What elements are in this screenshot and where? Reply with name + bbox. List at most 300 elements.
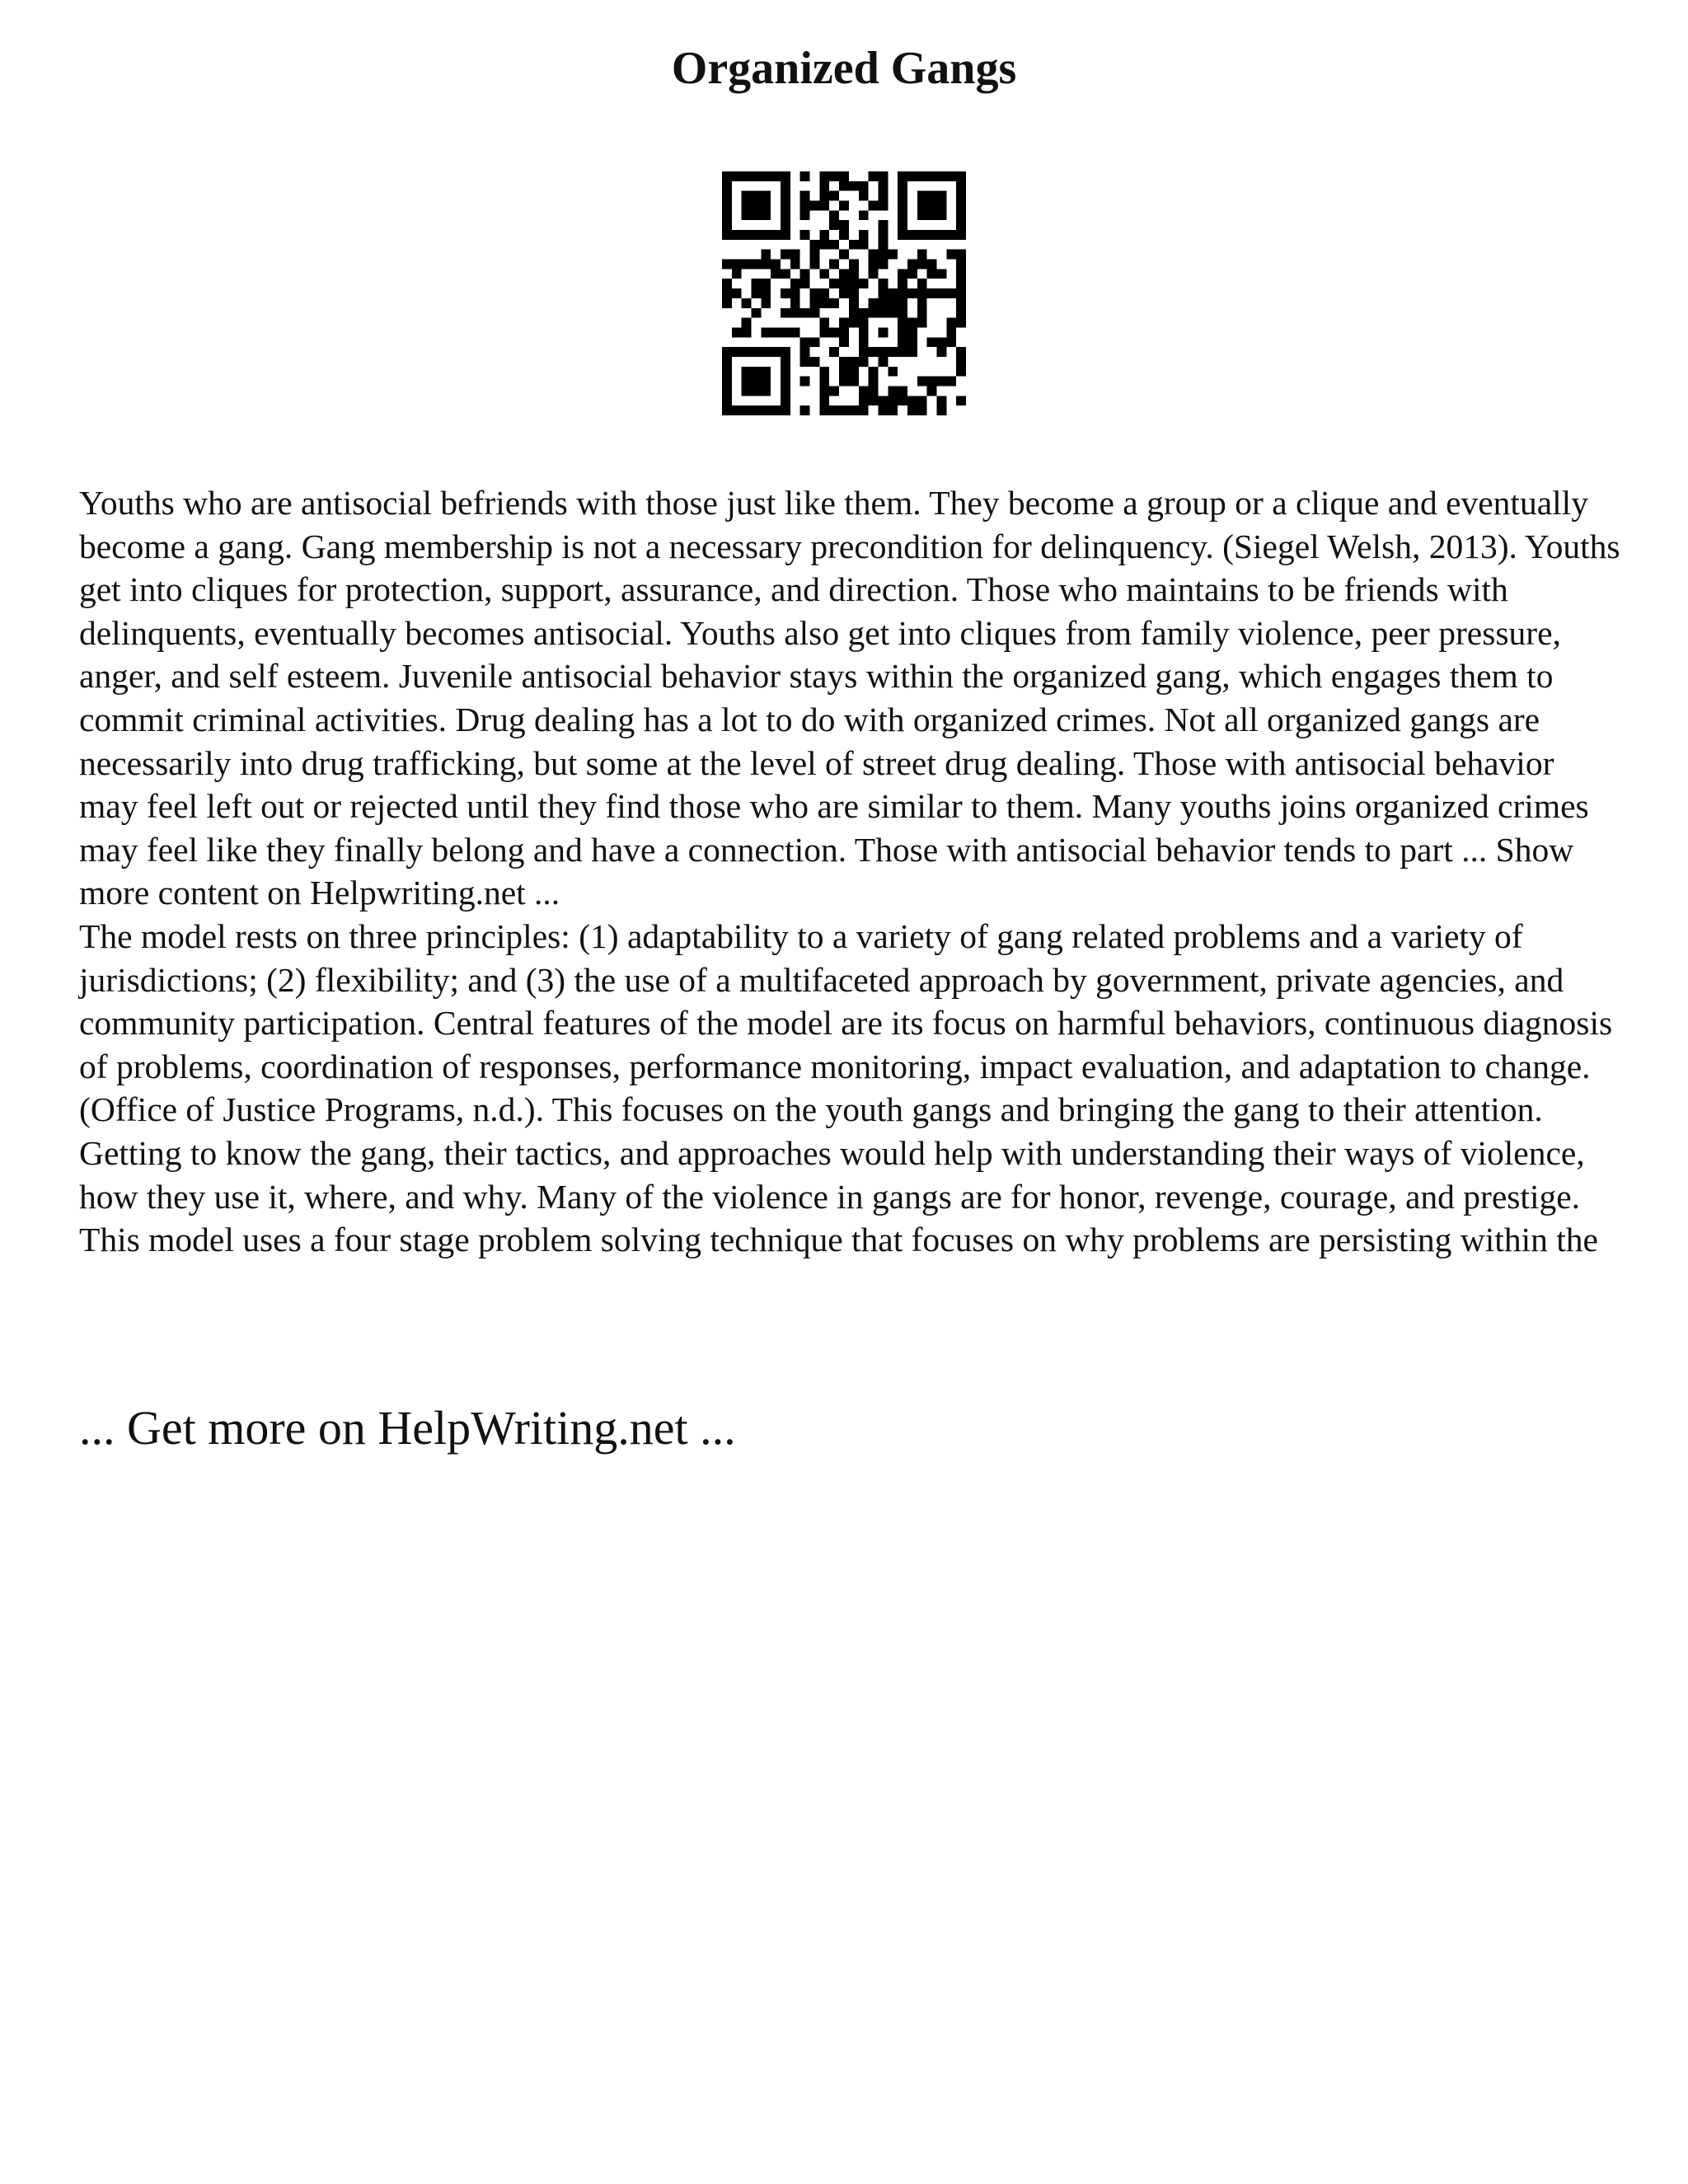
qr-module (742, 201, 752, 211)
qr-module (927, 230, 937, 240)
qr-module (761, 191, 771, 201)
qr-module (907, 171, 917, 181)
qr-module (732, 327, 742, 337)
qr-module (849, 260, 859, 269)
qr-module (917, 377, 927, 387)
qr-module (781, 308, 790, 318)
qr-module (878, 405, 888, 415)
qr-module (936, 201, 946, 211)
qr-module (810, 201, 820, 211)
qr-module (829, 347, 839, 357)
qr-module (839, 327, 849, 337)
qr-module (722, 279, 732, 288)
qr-module (888, 288, 898, 298)
qr-module (752, 279, 762, 288)
qr-module (819, 367, 829, 377)
qr-module (878, 220, 888, 230)
qr-module (839, 288, 849, 298)
qr-module (781, 201, 790, 211)
qr-module (722, 298, 732, 308)
qr-module (898, 230, 907, 240)
qr-module (819, 288, 829, 298)
qr-module (898, 191, 907, 201)
qr-module (859, 337, 869, 347)
qr-module (946, 327, 956, 337)
qr-module (946, 377, 956, 387)
qr-module (819, 298, 829, 308)
qr-module (781, 367, 790, 377)
qr-module (722, 357, 732, 367)
qr-module (927, 260, 937, 269)
qr-module (790, 298, 800, 308)
qr-module (771, 405, 781, 415)
qr-module (790, 260, 800, 269)
qr-module (936, 191, 946, 201)
qr-module (800, 201, 810, 211)
qr-module (888, 347, 898, 357)
qr-module (829, 171, 839, 181)
qr-module (742, 347, 752, 357)
qr-module (907, 288, 917, 298)
qr-module (917, 230, 927, 240)
qr-module (839, 171, 849, 181)
qr-module (927, 201, 937, 211)
qr-module (878, 250, 888, 260)
qr-module (790, 279, 800, 288)
qr-module (917, 318, 927, 328)
qr-module (752, 201, 762, 211)
qr-module (790, 288, 800, 298)
qr-module (927, 171, 937, 181)
qr-module (878, 230, 888, 240)
qr-module (829, 386, 839, 396)
qr-module (839, 279, 849, 288)
qr-module (917, 288, 927, 298)
qr-module (781, 210, 790, 220)
qr-module (722, 230, 732, 240)
qr-module (946, 318, 956, 328)
qr-module (839, 357, 849, 367)
qr-module (898, 318, 907, 328)
qr-module (869, 377, 879, 387)
qr-module (869, 201, 879, 211)
qr-module (888, 367, 898, 377)
qr-module (936, 288, 946, 298)
qr-module (946, 171, 956, 181)
qr-module (917, 210, 927, 220)
qr-module (781, 327, 790, 337)
qr-module (752, 171, 762, 181)
qr-module (732, 260, 742, 269)
qr-module (819, 327, 829, 337)
qr-module (752, 347, 762, 357)
qr-module (761, 377, 771, 387)
qr-module (722, 367, 732, 377)
qr-module (946, 337, 956, 347)
qr-module (956, 191, 966, 201)
qr-module (859, 308, 869, 318)
qr-module (936, 269, 946, 279)
qr-module (781, 230, 790, 240)
qr-module (742, 367, 752, 377)
qr-module (956, 367, 966, 377)
qr-module (819, 396, 829, 405)
qr-module (742, 230, 752, 240)
qr-module (722, 201, 732, 211)
get-more-link[interactable]: ... Get more on HelpWriting.net ... (79, 1401, 736, 1455)
qr-module (761, 230, 771, 240)
qr-module (819, 405, 829, 415)
qr-module (752, 230, 762, 240)
qr-module (829, 405, 839, 415)
qr-module (742, 210, 752, 220)
qr-module (946, 250, 956, 260)
qr-module (790, 308, 800, 318)
qr-module (771, 260, 781, 269)
qr-module (742, 327, 752, 337)
qr-module (898, 386, 907, 396)
qr-module (771, 347, 781, 357)
qr-module (956, 298, 966, 308)
qr-module (849, 405, 859, 415)
qr-module (829, 191, 839, 201)
qr-module (771, 327, 781, 337)
qr-module (898, 298, 907, 308)
qr-module (761, 347, 771, 357)
qr-module (898, 210, 907, 220)
qr-module (878, 201, 888, 211)
qr-module (742, 318, 752, 328)
qr-module (771, 230, 781, 240)
qr-module (936, 210, 946, 220)
qr-module (839, 201, 849, 211)
qr-module (781, 250, 790, 260)
qr-module (878, 181, 888, 191)
qr-module (869, 171, 879, 181)
qr-module (907, 269, 917, 279)
qr-module (819, 240, 829, 250)
qr-module (839, 220, 849, 230)
qr-module (800, 171, 810, 181)
qr-module (722, 396, 732, 405)
qr-module (800, 269, 810, 279)
qr-module (742, 298, 752, 308)
qr-module (849, 269, 859, 279)
qr-module (722, 377, 732, 387)
qr-module (732, 230, 742, 240)
qr-module (907, 405, 917, 415)
qr-module (849, 240, 859, 250)
qr-module (810, 260, 820, 269)
qr-module (752, 386, 762, 396)
qr-module (800, 308, 810, 318)
qr-module (898, 288, 907, 298)
qr-module (869, 308, 879, 318)
qr-module (888, 396, 898, 405)
qr-module (810, 240, 820, 250)
qr-module (917, 201, 927, 211)
qr-module (898, 396, 907, 405)
qr-module (956, 357, 966, 367)
qr-module (859, 357, 869, 367)
qr-module (859, 347, 869, 357)
qr-module (742, 191, 752, 201)
qr-module (752, 377, 762, 387)
qr-module (859, 240, 869, 250)
qr-module (790, 327, 800, 337)
qr-module (956, 279, 966, 288)
qr-module (732, 269, 742, 279)
qr-module (898, 220, 907, 230)
paragraph: The model rests on three principles: (1) adaptability to a variety of gang related problems and a variety of jurisdictions; (2) flexibility; and (3) the use of a multifaceted approach by government, private agencies, and community participation. Central features of the model are its focus on harmful behaviors, continuous diagnosis of problems, coordination of responses, performance monitoring, impact evaluation, and adaptation to change. (Office of Justice Programs, n.d.). This focuses on the youth gangs and bringing the gang to their attention. Getting to know the gang, their tactics, and approaches would help with understanding their ways of violence, how they use it, where, and why. Many of the violence in gangs are for honor, revenge, courage, and prestige. This model uses a four stage problem solving technique that focuses on why problems are persisting within the (79, 916, 1613, 1259)
qr-module (849, 288, 859, 298)
qr-module (898, 347, 907, 357)
qr-module (781, 377, 790, 387)
qr-module (869, 269, 879, 279)
qr-module (869, 260, 879, 269)
qr-module (829, 327, 839, 337)
qr-module (956, 347, 966, 357)
qr-module (761, 171, 771, 181)
qr-module (907, 260, 917, 269)
qr-module (907, 396, 917, 405)
qr-module (849, 181, 859, 191)
qr-module (859, 279, 869, 288)
qr-module (829, 279, 839, 288)
qr-module (859, 327, 869, 337)
qr-module (800, 405, 810, 415)
qr-module (742, 171, 752, 181)
qr-module (771, 269, 781, 279)
qr-module (800, 357, 810, 367)
qr-module (878, 260, 888, 269)
qr-module (849, 367, 859, 377)
qr-module (936, 171, 946, 181)
qr-module (819, 318, 829, 328)
qr-module (878, 171, 888, 181)
qr-module (878, 347, 888, 357)
qr-module (722, 171, 732, 181)
qr-module (869, 298, 879, 308)
qr-module (859, 230, 869, 240)
qr-module (781, 357, 790, 367)
qr-module (761, 260, 771, 269)
qr-module (771, 171, 781, 181)
qr-module (839, 367, 849, 377)
qr-module (761, 386, 771, 396)
qr-module (956, 210, 966, 220)
qr-module (781, 191, 790, 201)
qr-module (956, 220, 966, 230)
qr-module (829, 298, 839, 308)
qr-module (781, 347, 790, 357)
qr-module (956, 230, 966, 240)
qr-module (869, 386, 879, 396)
qr-module (722, 191, 732, 201)
qr-module (878, 240, 888, 250)
qr-module (722, 210, 732, 220)
qr-module (907, 230, 917, 240)
qr-module (907, 347, 917, 357)
qr-module (917, 171, 927, 181)
qr-module (869, 250, 879, 260)
qr-module (829, 260, 839, 269)
qr-module (742, 260, 752, 269)
qr-module (907, 327, 917, 337)
qr-module (956, 181, 966, 191)
qr-module (917, 279, 927, 288)
qr-module (722, 181, 732, 191)
qr-module (781, 396, 790, 405)
qr-module (781, 269, 790, 279)
qr-module (722, 347, 732, 357)
qr-module (761, 279, 771, 288)
qr-module (956, 288, 966, 298)
qr-module (732, 347, 742, 357)
qr-module (781, 171, 790, 181)
qr-module (742, 377, 752, 387)
qr-module (761, 210, 771, 220)
qr-module (752, 210, 762, 220)
qr-module (849, 377, 859, 387)
qr-module (898, 337, 907, 347)
qr-module (839, 250, 849, 260)
qr-module (839, 318, 849, 328)
qr-module (898, 308, 907, 318)
qr-module (829, 210, 839, 220)
qr-module (752, 288, 762, 298)
qr-module (810, 288, 820, 298)
qr-module (927, 269, 937, 279)
qr-module (898, 327, 907, 337)
qr-module (878, 279, 888, 288)
qr-module (819, 269, 829, 279)
qr-module (956, 171, 966, 181)
qr-module (800, 377, 810, 387)
qr-module (742, 386, 752, 396)
qr-module (761, 298, 771, 308)
qr-module (936, 405, 946, 415)
qr-module (927, 210, 937, 220)
qr-module (722, 405, 732, 415)
qr-module (800, 347, 810, 357)
qr-module (781, 288, 790, 298)
qr-module (907, 337, 917, 347)
qr-module (898, 279, 907, 288)
qr-module (956, 250, 966, 260)
qr-module (819, 171, 829, 181)
qr-code-graphic (722, 171, 966, 415)
qr-module (839, 269, 849, 279)
qr-module (956, 269, 966, 279)
qr-module (819, 230, 829, 240)
qr-module (878, 298, 888, 308)
qr-module (956, 201, 966, 211)
qr-module (888, 250, 898, 260)
qr-code-icon (722, 171, 966, 415)
qr-module (761, 405, 771, 415)
qr-module (761, 288, 771, 298)
qr-module (732, 288, 742, 298)
qr-module (819, 386, 829, 396)
qr-module (936, 337, 946, 347)
qr-module (936, 396, 946, 405)
qr-module (800, 191, 810, 201)
qr-module (819, 377, 829, 387)
qr-module (956, 318, 966, 328)
qr-module (917, 298, 927, 308)
qr-module (752, 260, 762, 269)
qr-module (927, 377, 937, 387)
qr-module (839, 405, 849, 415)
qr-module (878, 396, 888, 405)
qr-module (819, 191, 829, 201)
qr-module (888, 405, 898, 415)
qr-module (849, 298, 859, 308)
qr-module (810, 308, 820, 318)
qr-module (917, 396, 927, 405)
qr-module (888, 386, 898, 396)
qr-module (781, 386, 790, 396)
qr-module (878, 308, 888, 318)
qr-module (859, 210, 869, 220)
qr-module (781, 405, 790, 415)
qr-module (722, 288, 732, 298)
qr-module (722, 220, 732, 230)
qr-module (829, 240, 839, 250)
qr-module (956, 260, 966, 269)
qr-module (869, 347, 879, 357)
qr-module (956, 396, 966, 405)
qr-module (839, 181, 849, 191)
qr-module (761, 250, 771, 260)
qr-module (810, 337, 820, 347)
qr-module (859, 191, 869, 201)
qr-module (800, 230, 810, 240)
qr-module (839, 337, 849, 347)
qr-module (810, 250, 820, 260)
qr-module (859, 396, 869, 405)
qr-module (761, 367, 771, 377)
qr-module (878, 288, 888, 298)
qr-module (761, 327, 771, 337)
qr-module (722, 260, 732, 269)
qr-module (898, 269, 907, 279)
qr-module (936, 377, 946, 387)
qr-module (917, 250, 927, 260)
qr-module (829, 220, 839, 230)
qr-module (917, 260, 927, 269)
qr-module (732, 405, 742, 415)
qr-module (849, 308, 859, 318)
qr-module (752, 191, 762, 201)
qr-module (742, 405, 752, 415)
qr-module (849, 318, 859, 328)
qr-module (927, 288, 937, 298)
qr-module (752, 308, 762, 318)
qr-module (722, 386, 732, 396)
qr-module (878, 327, 888, 337)
qr-module (849, 279, 859, 288)
qr-module (917, 191, 927, 201)
qr-module (752, 367, 762, 377)
qr-module (898, 181, 907, 191)
page-title: Organized Gangs (671, 43, 1017, 94)
qr-module (917, 405, 927, 415)
qr-module (781, 181, 790, 191)
qr-module (839, 230, 849, 240)
qr-module (859, 405, 869, 415)
